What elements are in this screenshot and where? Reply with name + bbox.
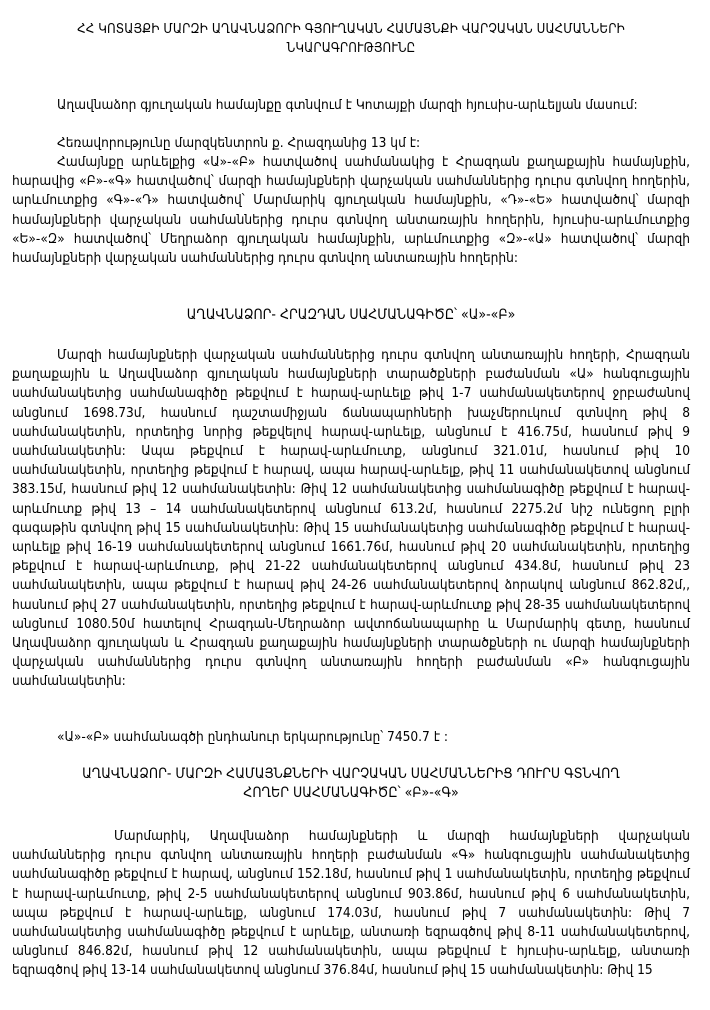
intro-paragraph-location: Աղավնաձոր գյուղական համայնքը գտնվում է Կոտայքի մարզի հյուսիս-արևելյան մասում: (57, 97, 638, 113)
section-heading-a-b: ԱՂԱՎՆԱՁՈՐ- ՀՐԱԶԴԱՆ ՍԱՀՄԱՆԱԳԻԾԸ՝ «Ա»-«Բ» (186, 307, 516, 323)
section-body-b-c: Մարմարիկ, Աղավնաձոր համայնքների և մարզի համայնքների վարչական սահմաններից դուրս գտնվող անտառային հողերի բաժանման «Գ» հանգուցային սահմանակետից սահմանագիծը թեքվում է հարավ, անցնում 152.18մ, հասնում թիվ 1 սահմանակետին, որտեղից թեքվում է հարավ-արևմուտք, թիվ 2-5 սահմանակետերով անցնում 903.86մ, հասնում թիվ 6 սահմանակետին, ապա թեքվում է հարավ-արևելք, անցնում 174.03մ, հասնում թիվ 7 սահմանակետին: Թիվ 7 սահմանակետից սահմանագիծը թեքվում է արևելք, անտառի եզրագծով թիվ 8-11 սահմանակետերով, անցնում 846.82մ, հասնում թիվ 12 սահմանակետին, ապա թեքվում է հյուսիս-արևելք, անտառի եզրագծով թիվ 13-14 սահմանակետով անցնում 376.84մ, հասնում թիվ 15 սահմանակետին: Թիվ 15 (12, 828, 690, 979)
intro-paragraph-distance: Հեռավորությունը մարզկենտրոն ք. Հրազդանից 13 կմ է: (57, 135, 421, 151)
section-heading-b-c-line1: ԱՂԱՎՆԱՁՈՐ- ՄԱՐԶԻ ՀԱՄԱՅՆՔՆԵՐԻ ՎԱՐՉԱԿԱՆ ՍԱՀՄԱՆՆԵՐԻՑ ԴՈՒՐՍ ԳՏՆՎՈՂ (82, 766, 620, 782)
section-total-length-a-b: «Ա»-«Բ» սահմանագծի ընդհանուր երկարությունը՝ 7450.7 է : (57, 729, 448, 745)
section-heading-b-c (12, 765, 690, 803)
section-heading-b-c-line2: ՀՈՂԵՐ ՍԱՀՄԱՆԱԳԻԾԸ՝ «Բ»-«Գ» (243, 785, 459, 801)
document-title: ՀՀ ԿՈՏԱՅՔԻ ՄԱՐԶԻ ԱՂԱՎՆԱՁՈՐԻ ԳՅՈՒՂԱԿԱՆ ՀԱՄԱՅՆՔԻ ՎԱՐՉԱԿԱՆ ՍԱՀՄԱՆՆԵՐԻ ՆԿԱՐԱԳՐՈՒԹՅՈՒՆԸ (77, 22, 625, 56)
intro-paragraph-borders: Համայնքը արևելքից «Ա»-«Բ» հատվածով սահմանակից է Հրազդան քաղաքային համայնքին, հարավից «Բ»-«Գ» հատվածով՝ մարզի համայնքների վարչական սահմաններից դուրս գտնվող հողերին, արևմուտքից «Գ»-«Դ» հատվածով՝ Մարմարիկ գյուղական համայնքին, «Դ»-«Ե» հատվածով՝ մարզի համայնքների վարչական սահմաններից դուրս գտնվող անտառային հողերին, հյուսիս-արևմուտքից «Ե»-«Զ» հատվածով՝ Մեղրաձոր գյուղական համայնքին, արևմուտքից «Զ»-«Ա» հատվածով՝ մարզի համայնքների վարչական սահմաններից դուրս գտնվող անտառային հողերին: (12, 154, 690, 267)
section-body-a-b: Մարզի համայնքների վարչական սահմաններից դուրս գտնվող անտառային հողերի, Հրազդան քաղաքային և Աղավնաձոր գյուղական համայնքների տարածքների բաժանման «Ա» հանգուցային սահմանակետից սահմանագիծը թեքվում է հարավ-արևելք թիվ 1-7 սահմանակետերով ջրբաժանով անցնում 1698.73մ, հասնում դաշտամիջյան ճանապարհների խաչմերուկում գտնվող թիվ 8 սահմանակետին, որտեղից նորից թեքվելով հարավ-արևելք, անցնում է 416.75մ, հասնում թիվ 9 սահմանակետին: Ապա թեքվում է հարավ-արևմուտք, անցնում 321.01մ, հասնում թիվ 10 սահմանակետին, որտեղից թեքվում է հարավ, ապա հարավ-արևելք, թիվ 11 սահմանակետով անցնում 383.15մ, հասնում թիվ 12 սահմանակետին: Թիվ 12 սահմանակետից սահմանագիծը թեքվում է հարավ-արևմուտք թիվ 13 – 14 սահմանակետերով անցնում 613.2մ, հասնում 2275.2մ նիշ ունեցող բլրի գագաթին գտնվող թիվ 15 սահմանակետին: Թիվ 15 սահմանակետից սահմանագիծը թեքվում է հարավ-արևելք թիվ 16-19 սահմանակետերով անցնում 1661.76մ, հասնում թիվ 20 սահմանակետին, որտեղից թեքվում է հարավ-արևմուտք, թիվ 21-22 սահմանակետերով անցնում 434.8մ, հասնում թիվ 23 սահմանակետին, ապա թեքվում է հարավ թիվ 24-26 սահմանակետերով ձորակով անցնում 862.82մ,, հասնում թիվ 27 սահմանակետին, որտեղից թեքվում է հարավ-արևմուտք թիվ 28-35 սահմանակետերով անցնում 1080.50մ հատելով Հրազդան-Մեղրաձոր ավտոճանապարհը և Մարմարիկ գետը, հասնում Աղավնաձոր գյուղական և Հրազդան քաղաքային համայնքների տարածքների ու մարզի համայնքների վարչական սահմաններից դուրս գտնվող անտառային հողերի բաժանման «Բ» հանգուցային սահմանակետին: (12, 347, 690, 690)
